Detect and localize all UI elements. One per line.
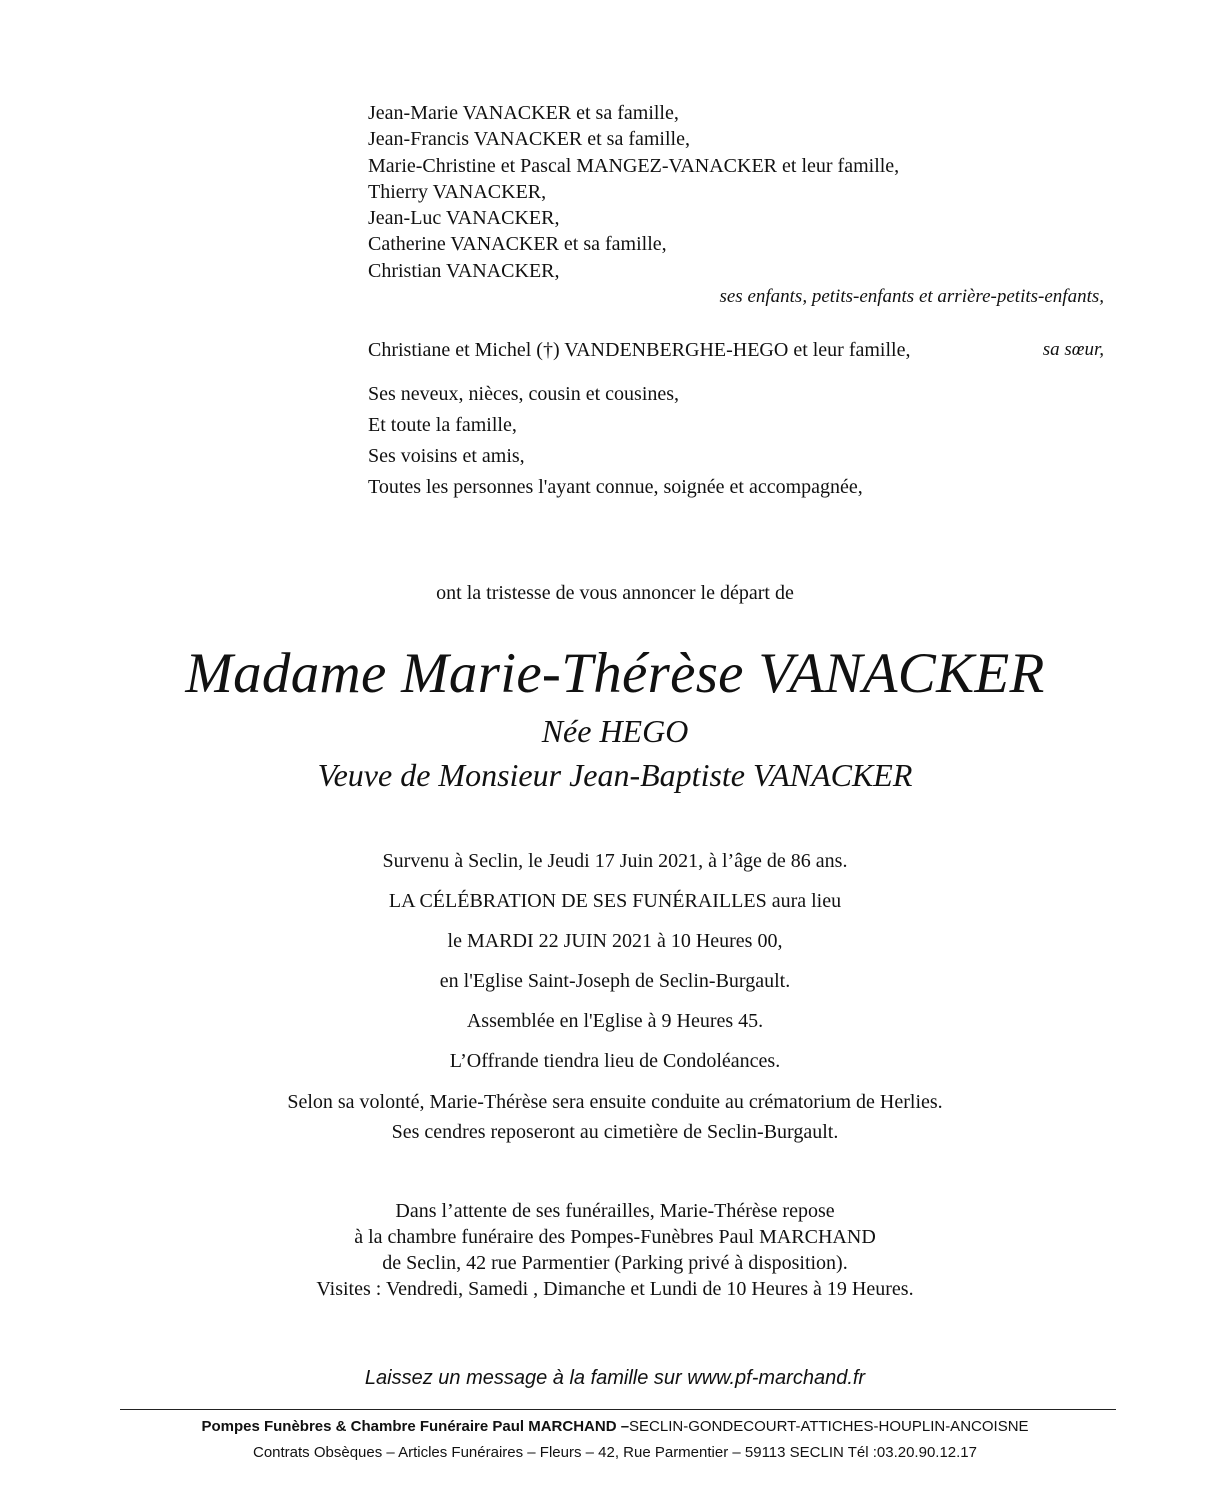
family-line: Thierry VANACKER,: [368, 180, 547, 203]
announcement-intro: ont la tristesse de vous annoncer le départ de: [436, 582, 794, 604]
others-line: Toutes les personnes l'ayant connue, soignée et accompagnée,: [368, 476, 863, 498]
family-line: Jean-Francis VANACKER et sa famille,: [368, 128, 690, 151]
maiden-name: Née HEGO: [541, 713, 689, 749]
family-line: Christian VANACKER,: [368, 259, 560, 282]
detail-line: L’Offrande tiendra lieu de Condoléances.: [449, 1050, 781, 1072]
detail-line: Ses cendres reposeront au cimetière de Seclin-Burgault.: [391, 1121, 839, 1143]
footer-company: Pompes Funèbres & Chambre Funéraire Paul MARCHAND –: [201, 1418, 630, 1435]
detail-line: le MARDI 22 JUIN 2021 à 10 Heures 00,: [447, 930, 783, 952]
others-line: Ses neveux, nièces, cousin et cousines,: [368, 383, 680, 405]
rest-line: de Seclin, 42 rue Parmentier (Parking privé à disposition).: [382, 1252, 848, 1274]
message-link[interactable]: Laissez un message à la famille sur www.pf-marchand.fr: [364, 1367, 866, 1389]
footer-divider: [120, 1409, 1116, 1410]
detail-line: Selon sa volonté, Marie-Thérèse sera ensuite conduite au crématorium de Herlies.: [287, 1091, 943, 1113]
family-line: Marie-Christine et Pascal MANGEZ-VANACKER et leur famille,: [368, 154, 900, 177]
others-list: [368, 381, 863, 505]
deceased-name: Madame Marie-Thérèse VANACKER: [185, 642, 1045, 705]
detail-line: LA CÉLÉBRATION DE SES FUNÉRAILLES aura lieu: [388, 890, 842, 912]
footer-company-line: [0, 1418, 1214, 1435]
others-line: Et toute la famille,: [368, 414, 517, 436]
sister-line: Christiane et Michel (†) VANDENBERGHE-HEGO et leur famille,: [368, 339, 911, 361]
sister-role: sa sœur,: [1042, 339, 1104, 360]
detail-line: Survenu à Seclin, le Jeudi 17 Juin 2021, à l’âge de 86 ans.: [382, 850, 848, 872]
children-role: ses enfants, petits-enfants et arrière-petits-enfants,: [719, 286, 1104, 307]
widow-of: Veuve de Monsieur Jean-Baptiste VANACKER: [317, 757, 913, 793]
family-line: Jean-Marie VANACKER et sa famille,: [368, 102, 679, 124]
family-line: Catherine VANACKER et sa famille,: [368, 233, 667, 256]
rest-line: Visites : Vendredi, Samedi , Dimanche et Lundi de 10 Heures à 19 Heures.: [316, 1278, 914, 1300]
detail-line: en l'Eglise Saint-Joseph de Seclin-Burgault.: [439, 970, 791, 992]
rest-line: à la chambre funéraire des Pompes-Funèbres Paul MARCHAND: [354, 1226, 876, 1248]
children-list: [368, 100, 899, 284]
family-line: Jean-Luc VANACKER,: [368, 207, 560, 230]
rest-line: Dans l’attente de ses funérailles, Marie-Thérèse repose: [395, 1200, 835, 1222]
footer-contact: Contrats Obsèques – Articles Funéraires – Fleurs – 42, Rue Parmentier – 59113 SECLIN Tél :03.20.90.12.17: [252, 1444, 977, 1461]
footer-towns: SECLIN-GONDECOURT-ATTICHES-HOUPLIN-ANCOISNE: [629, 1418, 1029, 1435]
others-line: Ses voisins et amis,: [368, 445, 525, 467]
detail-line: Assemblée en l'Eglise à 9 Heures 45.: [466, 1010, 764, 1032]
